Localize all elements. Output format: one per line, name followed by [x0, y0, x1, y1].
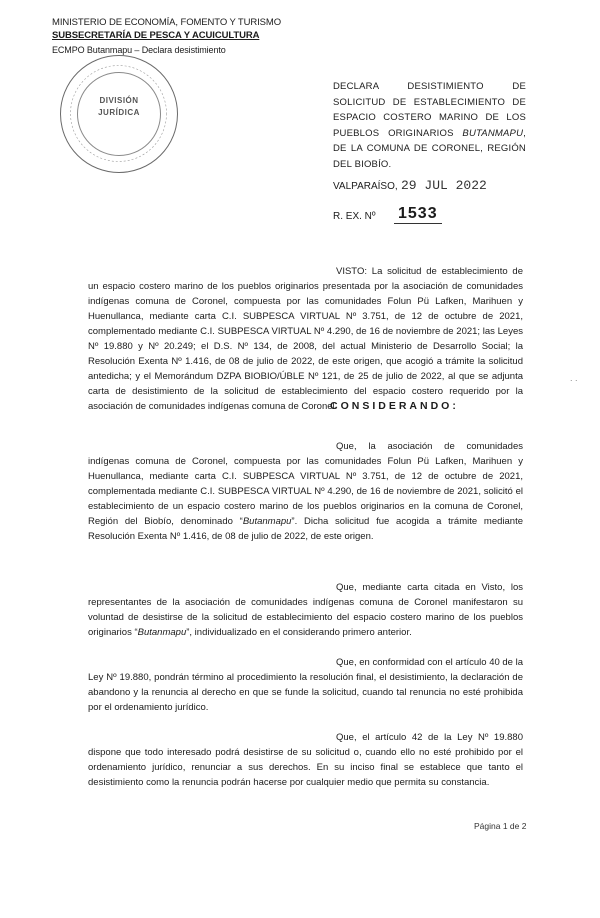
p1-name: Butanmapu — [242, 516, 292, 527]
visto-paragraph — [88, 264, 523, 414]
title-text-before: DECLARA DESISTIMIENTO DE SOLICITUD DE ESTABLECIMIENTO DE ESPACIO COSTERO MARINO DE LOS PUEBLOS ORIGINARIOS — [333, 81, 526, 139]
document-reference: ECMPO Butanmapu – Declara desistimiento — [52, 45, 226, 55]
subsecretaria-name: SUBSECRETARÍA DE PESCA Y ACUICULTURA — [52, 30, 260, 41]
considerando-paragraph-4 — [88, 730, 523, 790]
document-title — [333, 79, 526, 172]
p4-text: el artículo 42 de la Ley Nº 19.880 dispone que todo interesado podrá desistirse de su solicitud o, cuando ello no esté prohibido por el ordenamiento jurídico, renunciar a sus derechos. En su inciso final se establece que tanto el desistimiento como la renuncia podrán hacerse por cualquier medio que permita su constancia. — [88, 732, 523, 788]
resolution-label: R. EX. Nº — [333, 211, 376, 222]
p1-text: la asociación de comunidades indígenas comuna de Coronel, compuesta por las comunidades Folun Pü Lafken, Marihuen y Huenullanca, mediante carta C.I. SUBPESCA VIRTUAL Nº 3.751, de 12 de octubre de 2021, complementada mediante C.I. SUBPESCA VIRTUAL Nº 4.290, de 16 de noviembre de 2021, solicitó el establecimiento de un espacio costero marino de los pueblos originarios en la comuna de Coronel, Región del Biobío, denominado “ — [88, 441, 524, 527]
title-text-after: , DE LA COMUNA DE CORONEL, REGIÓN DEL BIOBÍO. — [333, 127, 526, 170]
visto-text: La solicitud de establecimiento de un espacio costero marino de los pueblos originarios presentada por la asociación de comunidades indígenas comuna de Coronel, compuesta por las comunidades Folun Pü Lafken, Marihuen y Huenullanca, mediante carta C.I. SUBPESCA VIRTUAL Nº 3.751, de 12 de octubre de 2021, complementado mediante C.I. SUBPESCA VIRTUAL Nº 4.290, de 16 de noviembre de 2021; las Leyes Nº 19.880 y Nº 20.249; el D.S. Nº 134, de 2008, del actual Ministerio de Desarrollo Social; la Resolución Exenta Nº 1.416, de 08 de julio de 2022, de este origen, que acogió a trámite la solicitud antedicha; y el Memorándum DZPA BIOBIO/ÚBLE Nº 121, de 25 de julio de 2022, al que se adjunta carta de desistimiento de la solicitud de establecimiento del espacio costero requerido por la asociación de comunidades indígenas comuna de Coronel. — [88, 266, 523, 412]
date-stamp: 29 JUL 2022 — [401, 178, 487, 193]
division-juridica-stamp — [60, 55, 178, 173]
p2-name: Butanmapu — [137, 627, 187, 638]
place: VALPARAÍSO, — [333, 181, 398, 192]
considerando-heading: CONSIDERANDO: — [330, 400, 459, 412]
p4-lead: Que, — [336, 732, 357, 743]
margin-mark: . . — [570, 373, 578, 383]
page-number: Página 1 de 2 — [474, 821, 527, 831]
considerando-paragraph-2 — [88, 580, 523, 640]
ministry-name: MINISTERIO DE ECONOMÍA, FOMENTO Y TURISMO — [52, 17, 282, 28]
p3-text: en conformidad con el artículo 40 de la Ley Nº 19.880, pondrán término al procedimiento la resolución final, el desistimiento, la declaración de abandono y la renuncia al derecho en que se funde la solicitud, cuando tal renuncia no esté prohibida por el ordenamiento jurídico. — [88, 657, 524, 713]
considerando-paragraph-1 — [88, 439, 523, 544]
considerando-paragraph-3 — [88, 655, 523, 715]
p3-lead: Que, — [336, 657, 357, 668]
p2-text: mediante carta citada en Visto, los representantes de la asociación de comunidades indígenas comuna de Coronel manifestaron su voluntad de desistirse de la solicitud de establecimiento del espacio costero marino de los pueblos originarios “ — [88, 582, 524, 638]
p1-lead: Que, — [336, 441, 357, 452]
stamp-line-1: DIVISIÓN — [99, 96, 139, 105]
p1-text-after: ”. Dicha solicitud fue acogida a trámite mediante Resolución Exenta Nº 1.416, de 08 de julio de 2022, de este origen. — [88, 516, 523, 542]
title-name: BUTANMAPU — [462, 127, 524, 139]
resolution-number: 1533 — [394, 205, 442, 224]
visto-lead: VISTO: — [336, 266, 367, 277]
stamp-line-2: JURÍDICA — [98, 108, 140, 117]
p2-lead: Que, — [336, 582, 357, 593]
p2-text-after: ”, individualizado en el considerando primero anterior. — [186, 627, 412, 638]
